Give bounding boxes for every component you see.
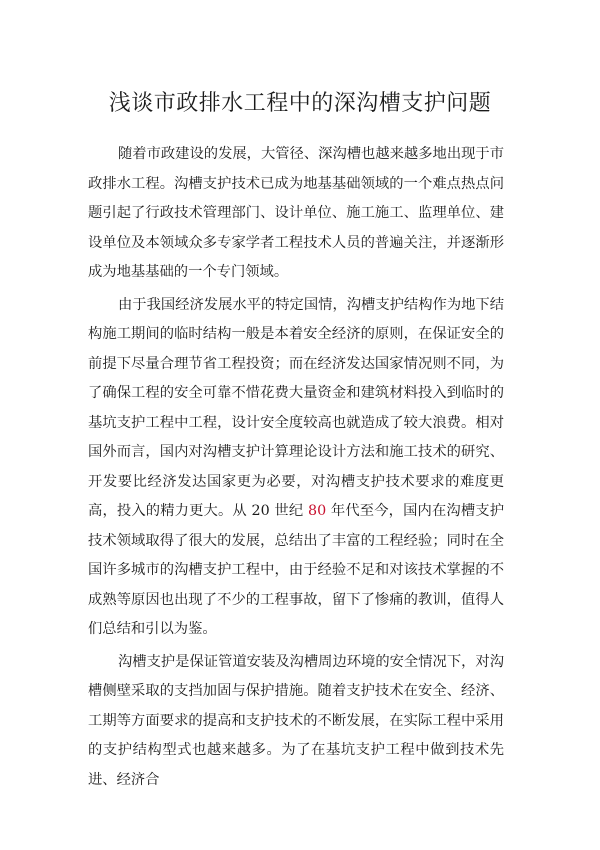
paragraph-3-text: 沟槽支护是保证管道安装及沟槽周边环境的安全情况下，对沟槽侧壁采取的支挡加固与保护措施。随着支护技术在安全、经济、工期等方面要求的提高和支护技术的不断发展，在实际工程中采用的支护结构型式也越来越多。为了在基坑支护工程中做到技术先进、经济合: [88, 653, 505, 788]
paragraph-2-text-after: 年代至今，国内在沟槽支护技术领域取得了很大的发展，总结出了丰富的工程经验；同时在全国许多城市的沟槽支护工程中，由于经验不足和对该技术掌握的不成熟等原因也出现了不少的工程事故，留下了惨痛的教训，值得人们总结和引以为鉴。: [88, 503, 505, 637]
paragraph-1-text: 随着市政建设的发展，大管径、深沟槽也越来越多地出现于市政排水工程。沟槽支护技术已成为地基基础领域的一个难点热点问题引起了行政技术管理部门、设计单位、施工施工、监理单位、建设单位及本领域众多专家学者工程技术人员的普遍关注，并逐渐形成为地基基础的一个专门领域。: [88, 146, 505, 280]
paragraph-3: [88, 648, 504, 796]
paragraph-1: [88, 140, 504, 288]
document-body: [88, 140, 504, 798]
document-title: 浅谈市政排水工程中的深沟槽支护问题: [108, 91, 492, 116]
paragraph-2-text-before: 由于我国经济发展水平的特定国情，沟槽支护结构作为地下结构施工期间的临时结构一般是本着安全经济的原则，在保证安全的前提下尽量合理节省工程投资；而在经济发达国家情况则不同，为了确保工程的安全可靠不惜花费大量资金和建筑材料投入到临时的基坑支护工程中工程，设计安全度较高也就造成了较大浪费。相对国外而言，国内对沟槽支护计算理论设计方法和施工技术的研究、开发要比经济发达国家更为必要，对沟槽支护技术要求的难度更高，投入的精力更大。从 20 世纪: [88, 296, 505, 519]
highlighted-number: 80: [307, 503, 327, 519]
paragraph-2: [88, 291, 504, 645]
